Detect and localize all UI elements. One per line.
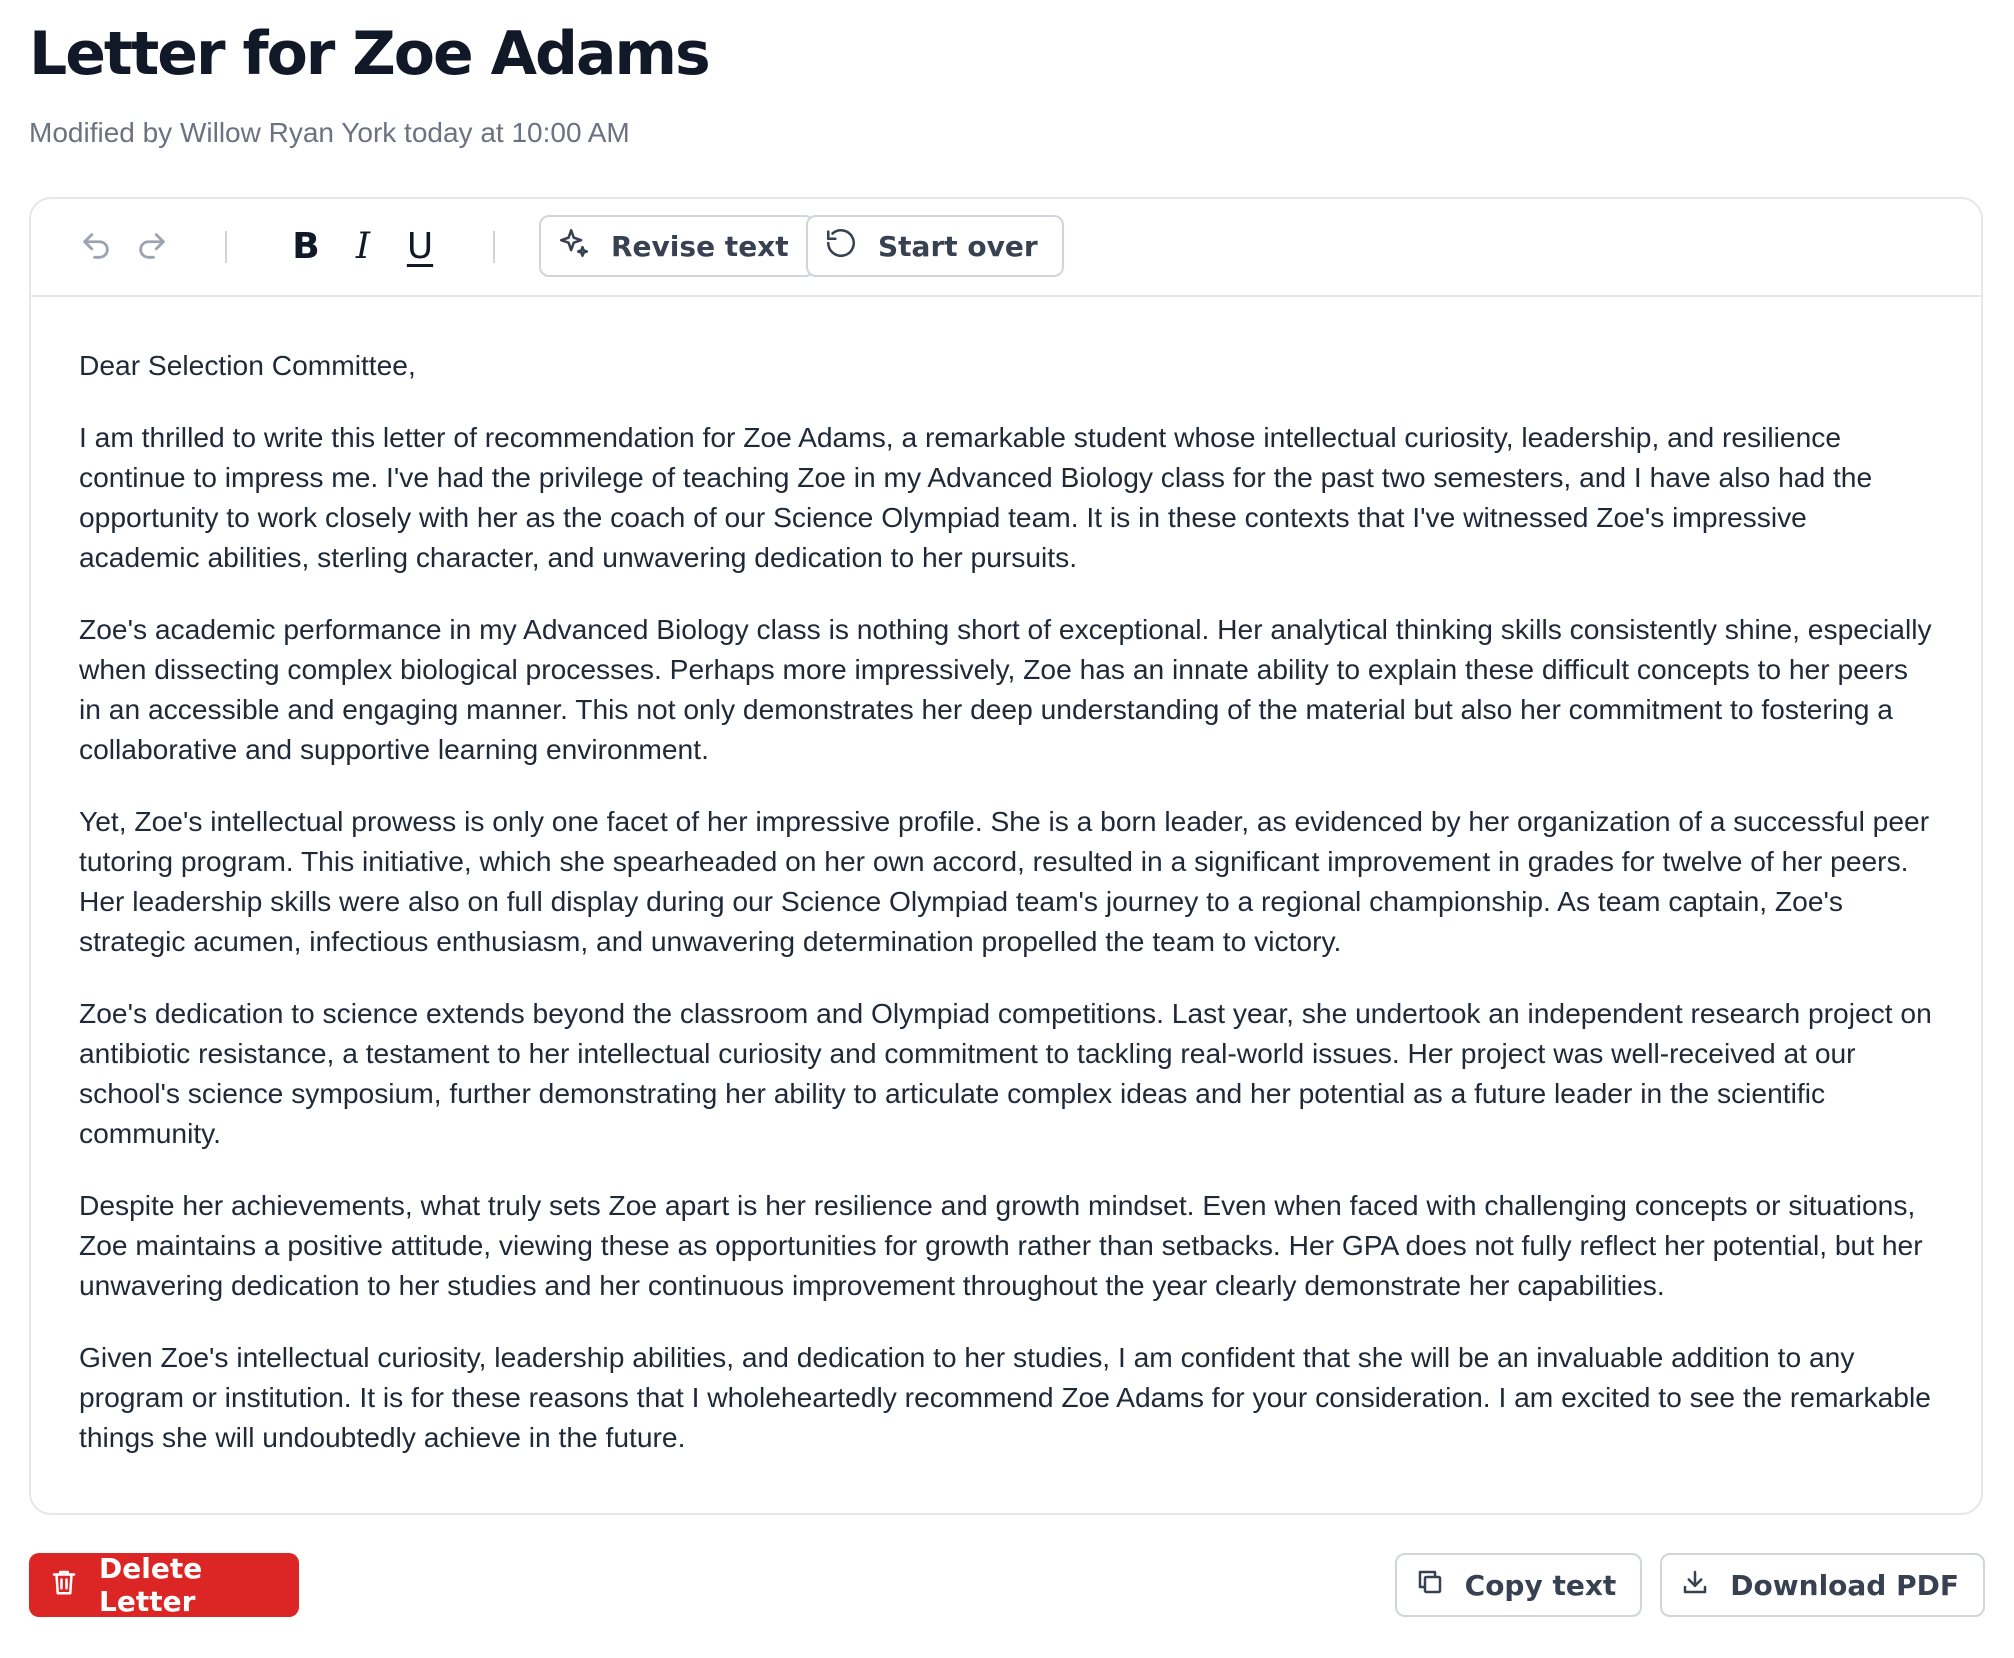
letter-editor	[29, 197, 1983, 1515]
copy-text-button[interactable]	[1395, 1553, 1643, 1617]
letter-paragraph: Zoe's academic performance in my Advanced Biology class is nothing short of exceptional. Her analytical thinking skills consistently shine, especially when dissecting complex biological processes. Perhaps more impressively, Zoe has an innate ability to explain these difficult concepts to her peers in an accessible and engaging manner. This not only demonstrates her deep understanding of the material but also her commitment to fostering a collaborative and supportive learning environment.	[79, 613, 1932, 765]
letter-body[interactable]	[31, 297, 1981, 1457]
start-over-label: Start over	[878, 229, 1038, 263]
letter-page	[29, 0, 1985, 1618]
modified-info: Modified by Willow Ryan York today at 10:00 AM	[29, 117, 630, 148]
download-icon	[1680, 1567, 1710, 1604]
letter-paragraph: Dear Selection Committee,	[79, 349, 416, 381]
footer-right	[1395, 1553, 1985, 1617]
editor-toolbar	[31, 199, 1981, 297]
delete-letter-label: Delete Letter	[99, 1552, 203, 1618]
footer-left	[29, 1553, 299, 1617]
toolbar-divider	[225, 231, 227, 263]
letter-paragraph: I am thrilled to write this letter of recommendation for Zoe Adams, a remarkable student whose intellectual curiosity, leadership, and resilience continue to impress me. I've had the privilege of teaching Zoe in my Advanced Biology class for the past two semesters, and I have also had the opportunity to work closely with her as the coach of our Science Olympiad team. It is in these contexts that I've witnessed Zoe's impressive academic abilities, sterling character, and unwavering dedication to her pursuits.	[79, 421, 1873, 573]
letter-paragraph: Despite her achievements, what truly sets Zoe apart is her resilience and growth mindset. Even when faced with challenging concepts or situations, Zoe maintains a positive attitude, viewing these as opportunities for growth rather than setbacks. Her GPA does not fully reflect her potential, but her unwavering dedication to her studies and her continuous improvement throughout the year clearly demonstrate her capabilities.	[79, 1189, 1923, 1301]
toolbar-divider	[493, 231, 495, 263]
trash-icon	[49, 1567, 79, 1604]
copy-text-label: Copy text	[1464, 1568, 1617, 1602]
page-title: Letter for Zoe Adams	[29, 19, 709, 89]
letter-paragraph: Yet, Zoe's intellectual prowess is only one facet of her impressive profile. She is a born leader, as evidenced by her organization of a successful peer tutoring program. This initiative, which she spearheaded on her own accord, resulted in a significant improvement in grades for twelve of her peers. Her leadership skills were also on full display during our Science Olympiad team's journey to a regional championship. As team captain, Zoe's strategic acumen, infectious enthusiasm, and unwavering determination propelled the team to victory.	[79, 805, 1930, 957]
redo-icon[interactable]	[129, 223, 175, 269]
underline-button[interactable]: U	[406, 225, 434, 267]
download-pdf-label: Download PDF	[1730, 1568, 1959, 1602]
revise-text-label: Revise text	[611, 229, 789, 263]
download-pdf-button[interactable]	[1660, 1553, 1985, 1617]
letter-paragraph: Given Zoe's intellectual curiosity, leadership abilities, and dedication to her studies, I am confident that she will be an invaluable addition to any program or institution. It is for these reasons that I wholeheartedly recommend Zoe Adams for your consideration. I am excited to see the remarkable things she will undoubtedly achieve in the future.	[79, 1341, 1931, 1453]
copy-icon	[1415, 1567, 1445, 1604]
sparkle-icon	[557, 226, 591, 267]
italic-button[interactable]: I	[355, 225, 371, 267]
undo-icon[interactable]	[73, 223, 119, 269]
rotate-ccw-icon	[824, 226, 858, 267]
delete-letter-button[interactable]	[29, 1553, 299, 1617]
letter-paragraph: Zoe's dedication to science extends beyond the classroom and Olympiad competitions. Last year, she undertook an independent research project on antibiotic resistance, a testament to her intellectual curiosity and commitment to tackling real-world issues. Her project was well-received at our school's science symposium, further demonstrating her ability to articulate complex ideas and her potential as a future leader in the scientific community.	[79, 997, 1932, 1149]
start-over-button[interactable]	[806, 215, 1064, 277]
revise-text-button[interactable]	[539, 215, 815, 277]
bold-button[interactable]: B	[292, 225, 320, 267]
